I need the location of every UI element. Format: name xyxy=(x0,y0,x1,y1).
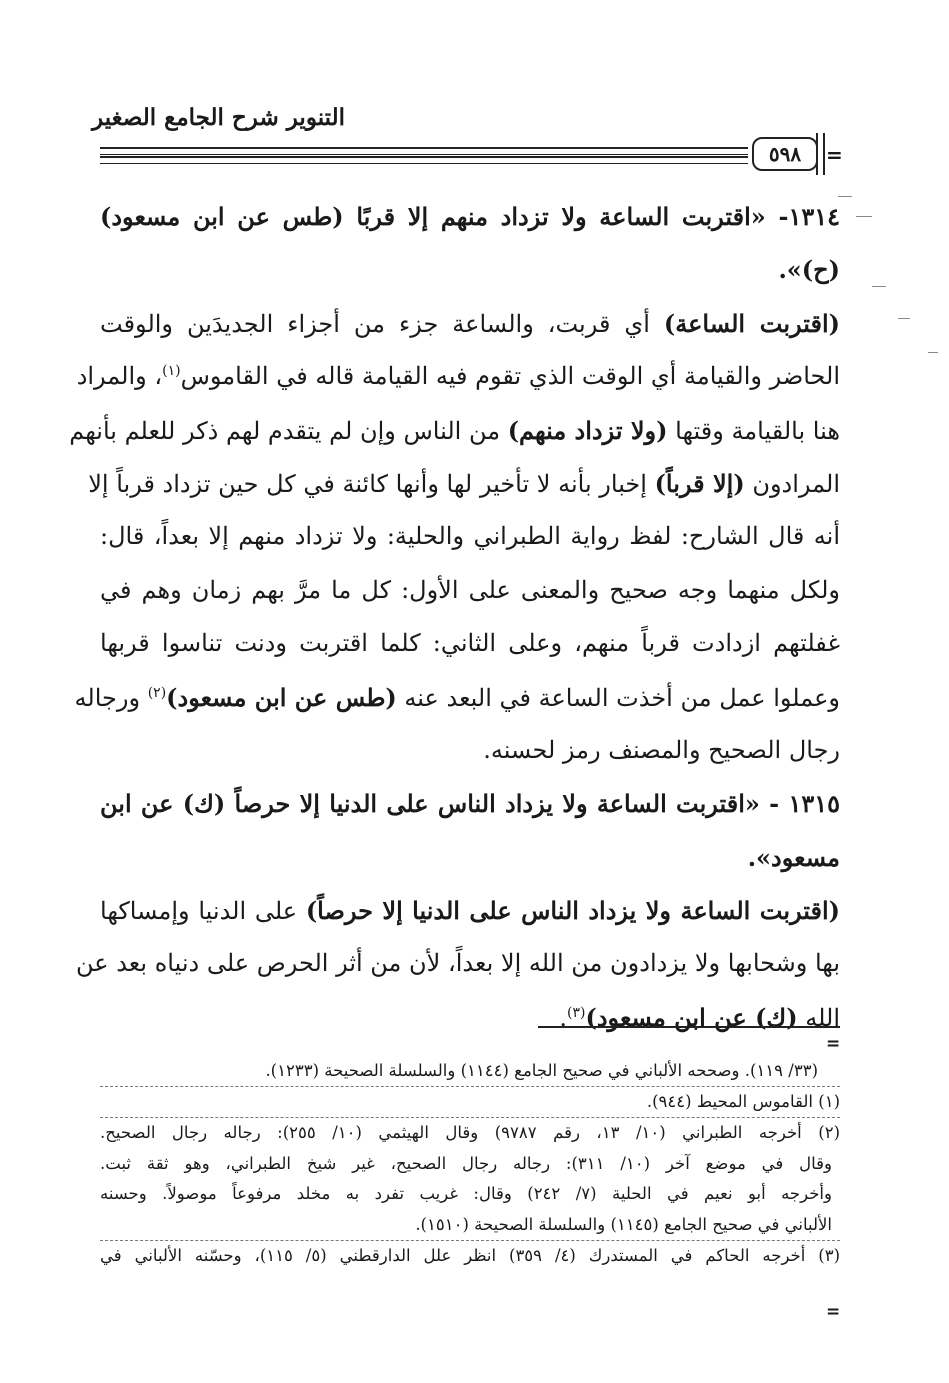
commentary-line xyxy=(100,991,840,1044)
footnote-continued: (٣٣/ ١١٩). وصححه الألباني في صحيح الجامع (١١٤٤) والسلسلة الصحيحة (١٢٣٣). xyxy=(100,1056,840,1087)
commentary-line xyxy=(69,404,840,457)
footnote-continuation-mark: = xyxy=(826,1302,841,1322)
page-number: ٥٩٨ xyxy=(752,137,818,171)
hadith-1314-line-2: (ح)». xyxy=(778,255,840,285)
commentary-line xyxy=(76,350,840,403)
commentary-line xyxy=(100,884,840,937)
footnote-ref[interactable]: (١) xyxy=(162,363,181,380)
commentary-text: على الدنيا وإمساكها xyxy=(100,897,306,926)
source-citation: (ك) عن ابن مسعود) xyxy=(585,1002,798,1032)
commentary-line xyxy=(100,297,840,350)
footnote-2: وقال في موضع آخر (١٠/ ٣١١): رجاله رجال الصحيح، غير شيخ الطبراني، وهو ثقة ثبت. xyxy=(100,1153,832,1173)
commentary-line: أنه قال الشارح: لفظ رواية الطبراني والحلية: ولا تزداد منهم إلا بعداً، قال: xyxy=(100,522,840,551)
margin-mark xyxy=(856,216,872,217)
quoted-phrase: (إلا قرباً) xyxy=(654,468,745,498)
hadith-1315-line-2: مسعود». xyxy=(747,842,840,872)
commentary-text: وعملوا عمل من أخذت الساعة في البعد عنه xyxy=(396,683,840,712)
commentary-line: غفلتهم ازدادت قرباً منهم، وعلى الثاني: كلما اقتربت ودنت تناسوا قربها xyxy=(100,629,840,658)
commentary-text: المرادون xyxy=(744,469,840,498)
commentary-line: بها وشحابها ولا يزدادون من الله إلا بعداً، لأن من أثر الحرص على دنياه بعد عن xyxy=(75,949,840,978)
footnote-separator xyxy=(538,1026,840,1028)
commentary-line: رجال الصحيح والمصنف رمز لحسنه. xyxy=(483,735,840,764)
commentary-line xyxy=(88,457,840,510)
quoted-phrase: (اقتربت الساعة) xyxy=(663,308,841,338)
header-rule-top xyxy=(100,147,748,155)
margin-mark xyxy=(898,318,910,319)
margin-mark xyxy=(872,286,886,287)
footnote-3: (٣) أخرجه الحاكم في المستدرك (٤/ ٣٥٩) انظر علل الدارقطني (٥/ ١١٥)، وحسّنه الألباني في xyxy=(100,1245,841,1265)
quoted-phrase: (اقتربت الساعة ولا يزداد الناس على الدنيا إلا حرصاً) xyxy=(305,896,840,926)
hadith-1314-line-1: ١٣١٤- «اقتربت الساعة ولا تزداد منهم إلا قربًا (طس عن ابن مسعود) xyxy=(100,202,840,231)
commentary-text: هنا بالقيامة وقتها xyxy=(667,416,840,445)
quoted-phrase: (ولا تزداد منهم) xyxy=(507,415,668,445)
hadith-1315-line-1: ١٣١٥ - «اقتربت الساعة ولا يزداد الناس على الدنيا إلا حرصاً (ك) عن ابن xyxy=(100,789,840,819)
footnote-ref[interactable]: (٢) xyxy=(147,684,167,701)
source-citation: (طس عن ابن مسعود) xyxy=(166,682,397,712)
footnote-2: الألباني في صحيح الجامع (١١٤٥) والسلسلة الصحيحة (١٥١٠). xyxy=(100,1210,840,1241)
footnote-2: (٢) أخرجه الطبراني (١٠/ ١٣، رقم ٩٧٨٧) وقال الهيثمي (١٠/ ٢٥٥): رجاله رجال الصحيح. xyxy=(100,1123,840,1143)
commentary-text: أي قربت، والساعة جزء من أجزاء الجديدَين والوقت xyxy=(100,309,664,338)
footnote-ref[interactable]: (٣) xyxy=(567,1004,586,1021)
commentary-line: ولكل منهما وجه صحيح والمعنى على الأول: كل ما مرَّ بهم زمان وهم في xyxy=(100,575,840,604)
commentary-text: الله xyxy=(797,1003,840,1032)
footnotes xyxy=(100,1056,840,1271)
footnote-2: وأخرجه أبو نعيم في الحلية (٧/ ٢٤٢) وقال: غريب تفرد به مخلد مرفوعاً موصولاً. وحسنه xyxy=(100,1184,832,1204)
main-text xyxy=(69,190,841,1044)
footnote-1: (١) القاموس المحيط (٩٤٤). xyxy=(100,1087,840,1119)
commentary-line xyxy=(74,671,840,724)
commentary-text: من الناس وإن لم يتقدم لهم ذكر للعلم بأنهم xyxy=(69,416,508,445)
continuation-mark: = xyxy=(826,143,843,167)
commentary-text: إخبار بأنه لا تأخير لها وأنها كائنة في كل حين تزداد قرباً إلا xyxy=(88,469,655,498)
commentary-text: ، والمراد xyxy=(76,362,163,391)
margin-mark xyxy=(928,352,938,353)
commentary-text: الحاضر والقيامة أي الوقت الذي تقوم فيه القيامة قاله في القاموس xyxy=(180,362,840,391)
commentary-text: . xyxy=(559,1003,568,1032)
margin-mark xyxy=(838,196,852,197)
running-title: التنوير شرح الجامع الصغير xyxy=(92,104,345,131)
footnote-continuation-mark: = xyxy=(826,1034,841,1054)
header-rule-bottom xyxy=(100,156,748,164)
commentary-text: ورجاله xyxy=(74,683,148,712)
